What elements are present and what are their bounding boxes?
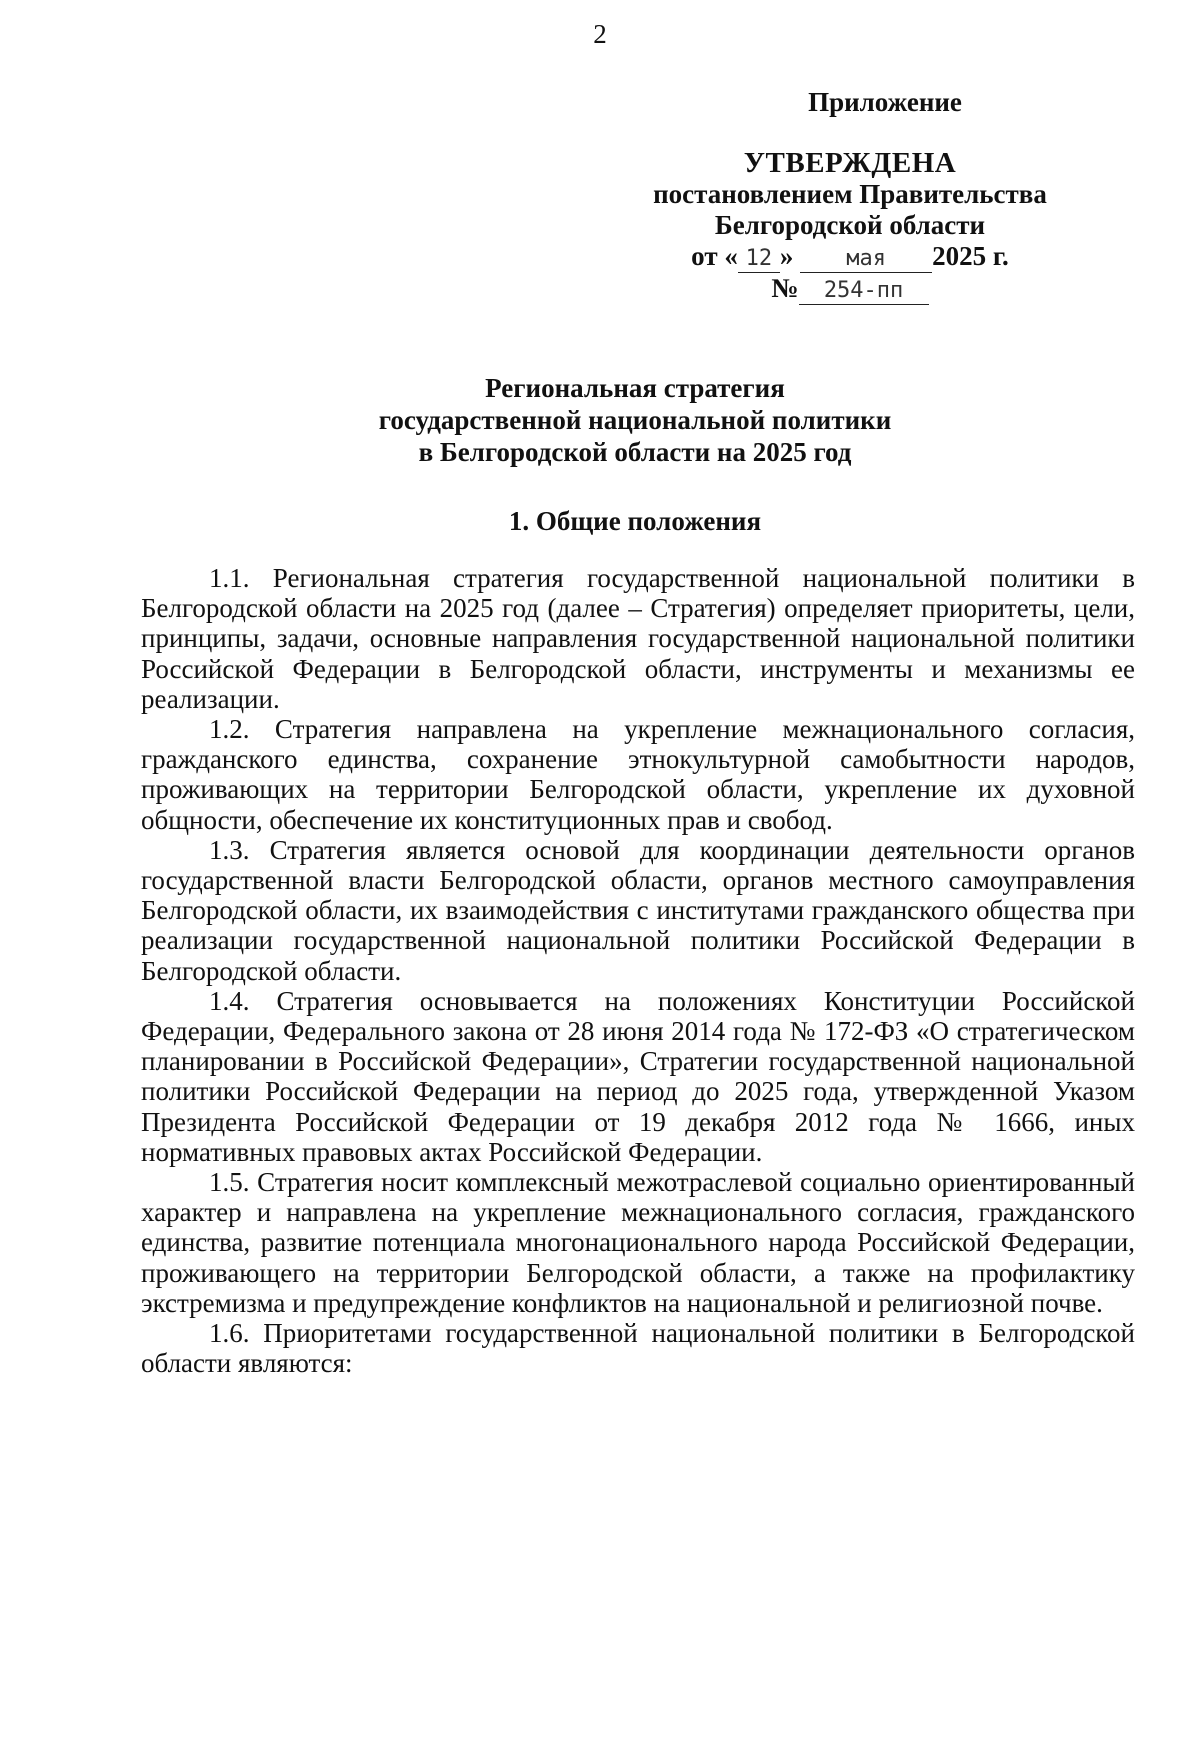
approval-number-line [580, 273, 1120, 305]
approval-line-2: Белгородской области [714, 210, 986, 240]
appendix-label: Приложение [808, 87, 962, 117]
page-number: 2 [593, 19, 607, 49]
document-title [0, 372, 1200, 468]
approval-heading: УТВЕРЖДЕНА [743, 147, 957, 179]
title-line-2: государственной национальной политики [378, 405, 892, 435]
approval-block [580, 148, 1120, 305]
section-heading: 1. Общие положения [508, 506, 762, 536]
date-prefix: от « [691, 241, 738, 271]
number-prefix: № [771, 273, 799, 303]
paragraph-1-5: 1.5. Стратегия носит комплексный межотраслевой социально ориентированный характер и направлена на укрепление межнационального согласия, гражданского единства, развитие потенциала многонационального народа Российской Федерации, проживающего на территории Белгородской области, а также на профилактику экстремизма и предупреждение конфликтов на национальной и религиозной почве. [141, 1167, 1135, 1318]
date-day-field: 12 [738, 246, 780, 273]
approval-line-1: постановлением Правительства [653, 179, 1047, 209]
paragraph-1-1: 1.1. Региональная стратегия государственной национальной политики в Белгородской области на 2025 год (далее – Стратегия) определяет приоритеты, цели, принципы, задачи, основные направления государственной национальной политики Российской Федерации в Белгородской области, инструменты и механизмы ее реализации. [141, 563, 1135, 714]
title-line-3: в Белгородской области на 2025 год [418, 437, 852, 467]
paragraph-1-4: 1.4. Стратегия основывается на положениях Конституции Российской Федерации, Федерального закона от 28 июня 2014 года № 172-ФЗ «О стратегическом планировании в Российской Федерации», Стратегии государственной национальной политики Российской Федерации на период до 2025 года, утвержденной Указом Президента Российской Федерации от 19 декабря 2012 года № 1666, иных нормативных правовых актах Российской Федерации. [141, 985, 1135, 1167]
approval-date-line [580, 241, 1120, 273]
date-year: 2025 г. [932, 241, 1009, 271]
paragraph-1-3: 1.3. Стратегия является основой для координации деятельности органов государственной власти Белгородской области, органов местного самоуправления Белгородской области, их взаимодействия с институтами гражданского общества при реализации государственной национальной политики Российской Федерации в Белгородской области. [141, 834, 1135, 986]
date-month-field: мая [800, 246, 932, 273]
decree-number-field: 254-пп [799, 278, 929, 305]
title-line-1: Региональная стратегия [485, 373, 785, 403]
document-body [141, 563, 1135, 1378]
paragraph-1-2: 1.2. Стратегия направлена на укрепление межнационального согласия, гражданского единства, сохранение этнокультурной самобытности народов, проживающих на территории Белгородской области, укрепление их духовной общности, обеспечение их конституционных прав и свобод. [141, 714, 1135, 835]
date-middle: » [779, 241, 794, 271]
paragraph-1-6: 1.6. Приоритетами государственной национальной политики в Белгородской области являются: [141, 1318, 1135, 1379]
